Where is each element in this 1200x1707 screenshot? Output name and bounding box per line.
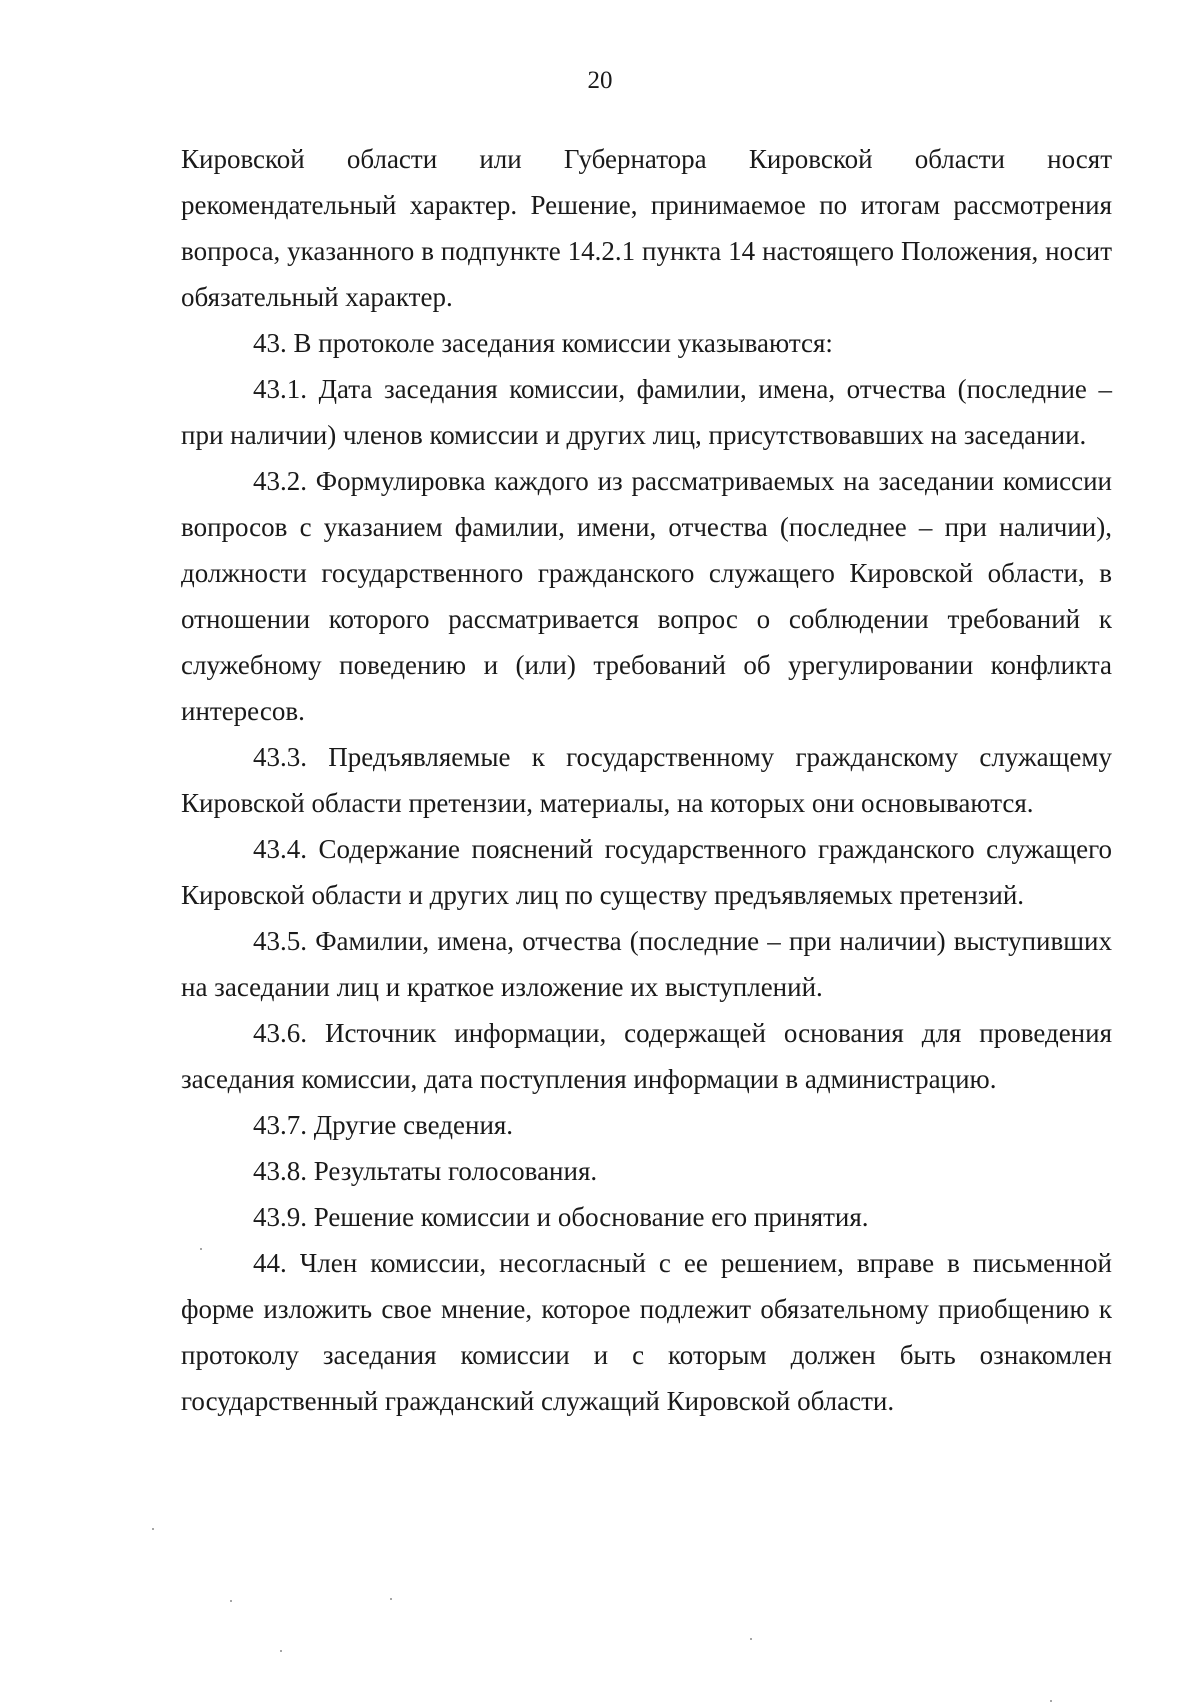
scan-speck [230,1600,232,1602]
scan-speck [750,1638,752,1640]
scan-speck [152,1528,154,1530]
document-body [181,136,1112,1424]
scan-speck [390,1598,392,1600]
scan-speck [280,1650,282,1652]
scan-speck [1050,1700,1052,1702]
paragraph-item-43-5: 43.5. Фамилии, имена, отчества (последние – при наличии) выступивших на заседании лиц и краткое изложение их выступлений. [181,926,1112,1002]
paragraph-item-43-1: 43.1. Дата заседания комиссии, фамилии, имена, отчества (последние – при наличии) членов комиссии и других лиц, присутствовавших на заседании. [181,374,1112,450]
scan-speck [200,1248,202,1250]
paragraph-item-43-3: 43.3. Предъявляемые к государственному гражданскому служащему Кировской области претензии, материалы, на которых они основываются. [181,742,1112,818]
paragraph-item-43-8: 43.8. Результаты голосования. [253,1156,598,1186]
paragraph-continuation: Кировской области или Губернатора Кировской области носят рекомендательный характер. Решение, принимаемое по итогам рассмотрения вопроса, указанного в подпункте 14.2.1 пункта 14 настоящего Положения, носит обязательный характер. [181,144,1112,312]
paragraph-item-43-9: 43.9. Решение комиссии и обоснование его принятия. [253,1202,869,1232]
paragraph-item-44: 44. Член комиссии, несогласный с ее решением, вправе в письменной форме изложить свое мнение, которое подлежит обязательному приобщению к протоколу заседания комиссии и с которым должен быть ознакомлен государственный гражданский служащий Кировской области. [181,1248,1112,1416]
paragraph-item-43-2: 43.2. Формулировка каждого из рассматриваемых на заседании комиссии вопросов с указанием фамилии, имени, отчества (последнее – при наличии), должности государственного гражданского служащего Кировской области, в отношении которого рассматривается вопрос о соблюдении требований к служебному поведению и (или) требований об урегулировании конфликта интересов. [181,466,1112,726]
paragraph-item-43-4: 43.4. Содержание пояснений государственного гражданского служащего Кировской области и других лиц по существу предъявляемых претензий. [181,834,1112,910]
paragraph-item-43: 43. В протоколе заседания комиссии указываются: [253,328,833,358]
paragraph-item-43-6: 43.6. Источник информации, содержащей основания для проведения заседания комиссии, дата поступления информации в администрацию. [181,1018,1112,1094]
paragraph-item-43-7: 43.7. Другие сведения. [253,1110,514,1140]
page-number: 20 [587,67,613,94]
